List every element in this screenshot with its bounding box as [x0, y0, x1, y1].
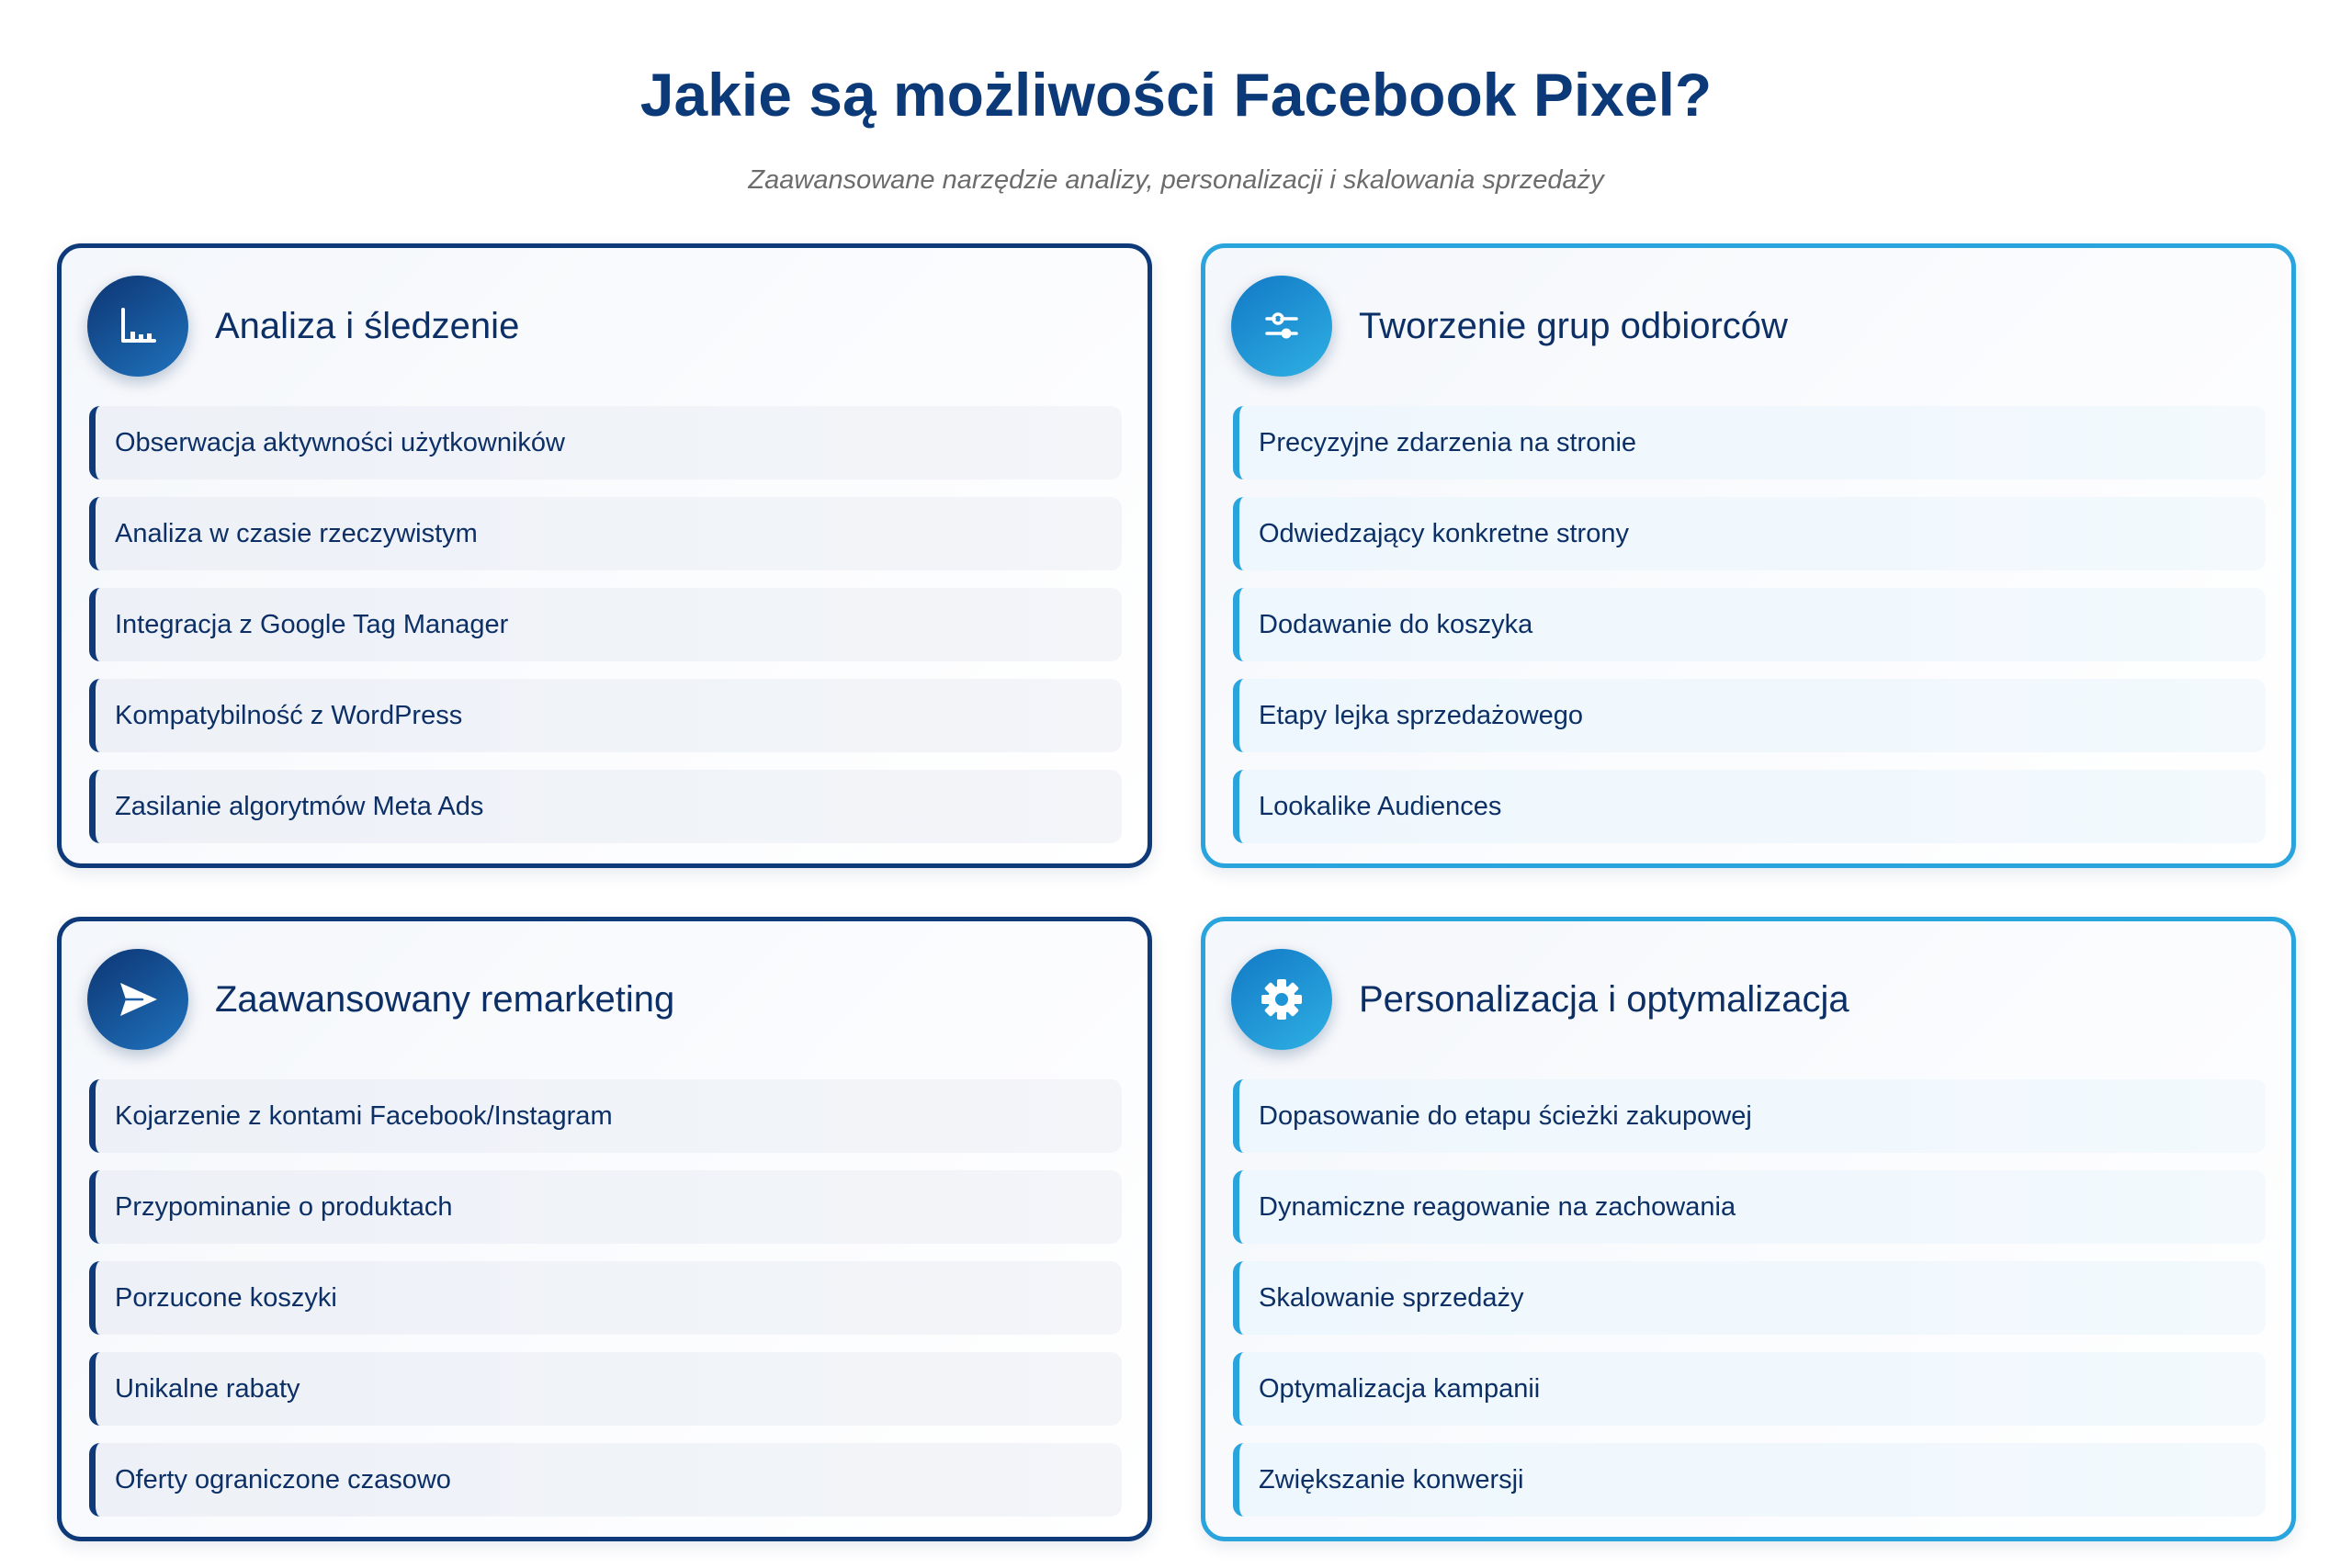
card-analytics	[57, 243, 1152, 868]
list-item: Oferty ograniczone czasowo	[89, 1443, 1122, 1517]
list-item: Etapy lejka sprzedażowego	[1233, 679, 2266, 752]
list-item: Kojarzenie z kontami Facebook/Instagram	[89, 1079, 1122, 1153]
sliders-icon	[1231, 276, 1332, 377]
list-item: Kompatybilność z WordPress	[89, 679, 1122, 752]
list-item: Unikalne rabaty	[89, 1352, 1122, 1426]
paper-plane-icon	[87, 949, 188, 1050]
list-item: Analiza w czasie rzeczywistym	[89, 497, 1122, 570]
page-title: Jakie są możliwości Facebook Pixel?	[639, 61, 1713, 129]
feature-list	[89, 406, 1122, 861]
list-item: Lookalike Audiences	[1233, 770, 2266, 843]
list-item: Zasilanie algorytmów Meta Ads	[89, 770, 1122, 843]
list-item: Dodawanie do koszyka	[1233, 588, 2266, 661]
card-title: Personalizacja i optymalizacja	[1359, 979, 1849, 1020]
card-title: Analiza i śledzenie	[215, 306, 520, 346]
list-item: Integracja z Google Tag Manager	[89, 588, 1122, 661]
card-personalization	[1201, 917, 2296, 1541]
gear-icon	[1231, 949, 1332, 1050]
list-item: Dopasowanie do etapu ścieżki zakupowej	[1233, 1079, 2266, 1153]
list-item: Skalowanie sprzedaży	[1233, 1261, 2266, 1335]
feature-list	[1233, 406, 2266, 861]
page-subtitle: Zaawansowane narzędzie analizy, personalizacji i skalowania sprzedaży	[748, 165, 1604, 195]
list-item: Dynamiczne reagowanie na zachowania	[1233, 1170, 2266, 1244]
card-remarketing	[57, 917, 1152, 1541]
list-item: Zwiększanie konwersji	[1233, 1443, 2266, 1517]
list-item: Odwiedzający konkretne strony	[1233, 497, 2266, 570]
feature-list	[1233, 1079, 2266, 1534]
list-item: Precyzyjne zdarzenia na stronie	[1233, 406, 2266, 479]
list-item: Obserwacja aktywności użytkowników	[89, 406, 1122, 479]
list-item: Przypominanie o produktach	[89, 1170, 1122, 1244]
card-title: Zaawansowany remarketing	[215, 979, 675, 1020]
card-audiences	[1201, 243, 2296, 868]
list-item: Porzucone koszyki	[89, 1261, 1122, 1335]
feature-list	[89, 1079, 1122, 1534]
card-title: Tworzenie grup odbiorców	[1359, 306, 1788, 346]
list-item: Optymalizacja kampanii	[1233, 1352, 2266, 1426]
bar-chart-icon	[87, 276, 188, 377]
